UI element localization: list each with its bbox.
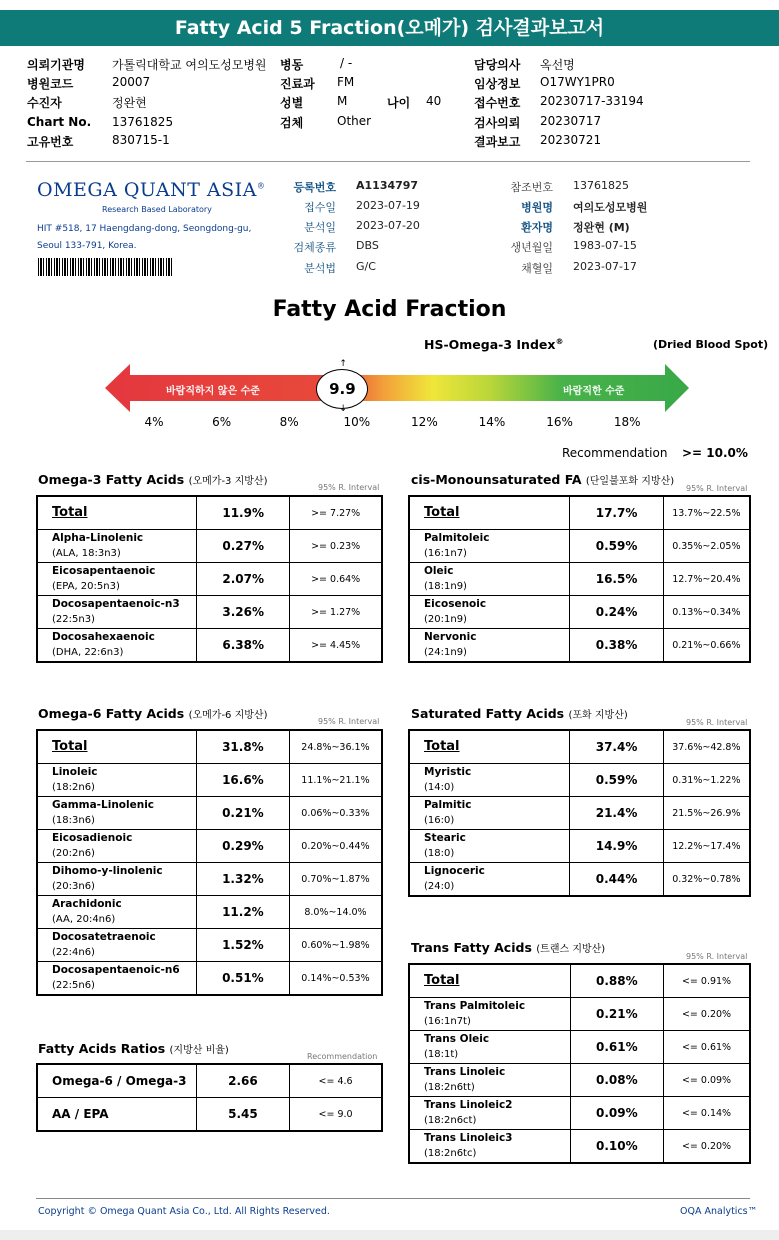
reference-range: 37.6%~42.8% [663,730,750,764]
header-key: 의뢰기관명 [27,58,85,72]
table-row [409,1064,750,1097]
acid-notation: (22:5n6) [52,980,95,991]
acid-name-cell [409,629,570,663]
result-value: 16.6% [196,764,289,797]
acid-name-cell [409,596,570,629]
ri-label: 95% R. Interval [686,952,748,961]
header-value: Other [337,114,372,128]
marker-up-arrow-icon: ↑ [339,359,347,369]
table-row [409,730,750,764]
acid-name: Trans Oleic [424,1033,490,1045]
acid-notation: (20:1n9) [424,614,467,625]
acid-notation: (18:0) [424,848,455,859]
header-divider [26,161,750,162]
reference-range: 0.13%~0.34% [663,596,750,629]
acid-name-cell [409,863,570,897]
header-key: 검체 [280,116,304,130]
acid-name-cell: AA / EPA [37,1098,196,1132]
age-key: 나이 [387,96,411,110]
lab-logo-text: OMEGA QUANT ASIA [37,179,257,201]
acid-name-cell: Total [37,496,197,530]
gauge-tick-label: 4% [144,415,164,429]
acid-name: Arachidonic [52,898,122,910]
section-title-ko: (단일불포화 지방산) [585,476,675,487]
acid-name-cell [37,563,197,596]
info-value: 여의도성모병원 [573,201,648,214]
header-key: 임상정보 [474,77,521,91]
reference-range: 12.7%~20.4% [663,563,750,596]
info-value: 2023-07-19 [356,199,420,212]
reference-range: 0.14%~0.53% [289,962,382,996]
acid-notation: (20:3n6) [52,881,95,892]
table-row [37,730,382,764]
gauge-tick-label: 14% [478,415,506,429]
info-value: 1983-07-15 [573,239,637,252]
acid-name-cell [409,1130,570,1164]
info-key: 분석일 [304,221,336,234]
acid-name: Dihomo-y-linolenic [52,865,163,877]
gauge-tick-label: 16% [546,415,573,429]
result-value: 37.4% [570,730,663,764]
header-value: / - [340,56,353,70]
header-key: 검사의뢰 [474,116,521,130]
reference-range: 0.31%~1.22% [663,764,750,797]
acid-name: Nervonic [424,631,477,643]
info-value: 정완현 (M) [573,221,630,234]
result-value: 0.59% [570,764,663,797]
result-value: 0.38% [570,629,663,663]
recommendation-label: Recommendation [562,446,668,460]
table-row [37,962,382,996]
reference-range: 0.20%~0.44% [289,830,382,863]
mono-section-title [411,472,674,487]
header-value: 20230717 [540,114,602,128]
acid-name-cell [37,929,196,962]
result-value: 0.51% [196,962,289,996]
omega3-table [36,495,383,663]
acid-notation: (18:2n6) [52,782,95,793]
acid-name-cell [37,596,197,629]
result-value: 0.44% [570,863,663,897]
table-row [409,1130,750,1164]
header-key: 수진자 [27,96,62,110]
acid-name-cell [409,1097,570,1130]
reference-range: 13.7%~22.5% [663,496,750,530]
table-row [37,896,382,929]
acid-notation: (18:3n6) [52,815,95,826]
acid-name: Eicosenoic [424,598,487,610]
acid-name: Palmitic [424,799,472,811]
acid-name-cell [409,998,570,1031]
reference-range: 0.70%~1.87% [289,863,382,896]
barcode [38,258,172,276]
header-value: FM [337,75,355,89]
header-key: 접수번호 [474,96,521,110]
header-value: 20230721 [540,133,602,147]
gauge-tick-label: 12% [411,415,438,429]
acid-name-cell: Total [409,730,570,764]
acid-notation: (16:1n7t) [424,1016,471,1027]
lab-address-line: HIT #518, 17 Haengdang-dong, Seongdong-gu, [37,224,252,234]
reference-range: <= 9.0 [290,1098,382,1132]
ri-label: 95% R. Interval [686,718,748,727]
acid-name: Docosatetraenoic [52,931,156,943]
reference-range: <= 0.14% [664,1097,750,1130]
table-row [409,964,750,998]
result-value: 16.5% [570,563,663,596]
acid-name: Oleic [424,565,454,577]
header-value: 옥선명 [540,58,575,72]
result-value: 2.07% [197,563,290,596]
table-row [409,629,750,663]
table-row [37,496,382,530]
trans-section-title [411,940,605,955]
ratios-section-title [38,1041,229,1056]
reference-range: 24.8%~36.1% [289,730,382,764]
info-key: 접수일 [304,201,336,214]
acid-name: Myristic [424,766,472,778]
footer-divider [36,1198,750,1199]
acid-name-cell: Total [409,964,570,998]
section-title-text: Fatty Acids Ratios [38,1041,166,1056]
header-key: 결과보고 [474,135,521,149]
info-key: 채혈일 [521,262,553,275]
report-title: Fatty Acid 5 Fraction(오메가) 검사결과보고서 [0,10,779,46]
result-value: 0.59% [570,530,663,563]
acid-notation: (ALA, 18:3n3) [52,548,121,559]
acid-name-cell [409,764,570,797]
gauge-tick-label: 10% [343,415,371,429]
reference-range: <= 4.6 [290,1064,382,1098]
acid-notation: (16:1n7) [424,548,467,559]
table-row [409,797,750,830]
acid-name: Alpha-Linolenic [52,532,144,544]
result-value: 6.38% [197,629,290,663]
reference-range: <= 0.91% [664,964,750,998]
result-value: 0.24% [570,596,663,629]
trans-table [408,963,751,1164]
footer-brand: OQA Analytics™ [680,1206,758,1217]
reference-range: 0.21%~0.66% [663,629,750,663]
result-value: 21.4% [570,797,663,830]
ri-label: 95% R. Interval [686,484,748,493]
mono-table [408,495,751,663]
acid-name-cell [409,1031,570,1064]
table-row [409,1031,750,1064]
table-row [37,797,382,830]
acid-notation: (18:1t) [424,1049,459,1060]
index-value: 9.9 [329,380,356,398]
omega6-table [36,729,383,996]
result-value: 2.66 [196,1064,289,1098]
table-row [37,596,382,629]
info-key: 환자명 [521,221,553,234]
section-title-ko: (지방산 비율) [169,1045,229,1056]
header-key: 담당의사 [474,58,521,72]
result-value: 3.26% [197,596,290,629]
copyright: Copyright © Omega Quant Asia Co., Ltd. All Rights Reserved. [38,1206,330,1217]
info-value: 2023-07-20 [356,219,420,232]
info-value: A1134797 [356,179,419,192]
sample-type: (Dried Blood Spot) [653,338,769,351]
acid-name: Eicosapentaenoic [52,565,156,577]
header-key: Chart No. [27,115,92,129]
info-key: 검체종류 [293,241,336,254]
section-title-ko: (포화 지방산) [568,710,628,721]
acid-notation: (24:0) [424,881,455,892]
acid-notation: (20:2n6) [52,848,95,859]
result-value: 1.52% [196,929,289,962]
result-value: 14.9% [570,830,663,863]
acid-name: Docosapentaenoic-n6 [52,964,180,976]
acid-name-cell [37,962,196,996]
acid-notation: (22:5n3) [52,614,95,625]
reference-range: 0.60%~1.98% [289,929,382,962]
result-value: 0.61% [570,1031,663,1064]
omega6-section-title [38,706,267,721]
gauge-tick-label: 6% [212,415,232,429]
result-value: 0.09% [570,1097,663,1130]
header-value: O17WY1PR0 [540,75,615,89]
info-value: 2023-07-17 [573,260,637,273]
table-row [37,1098,382,1132]
recommendation-value: >= 10.0% [682,446,748,460]
result-value: 1.32% [196,863,289,896]
info-key: 등록번호 [293,181,336,194]
result-value: 31.8% [196,730,289,764]
header-key: 병동 [280,58,304,72]
reference-range: 0.32%~0.78% [663,863,750,897]
result-value: 0.08% [570,1064,663,1097]
acid-notation: (AA, 20:4n6) [52,914,116,925]
result-value: 11.2% [196,896,289,929]
ri-label: 95% R. Interval [318,483,380,492]
acid-notation: (14:0) [424,782,455,793]
gauge-tick-label: 18% [613,415,641,429]
header-value: 가톨릭대학교 여의도성모병원 [112,58,267,72]
result-value: 17.7% [570,496,663,530]
acid-name: Eicosadienoic [52,832,133,844]
acid-notation: (18:2n6tc) [424,1148,477,1159]
acid-name: Trans Linoleic [424,1066,506,1078]
gauge-bad-label: 바람직하지 않은 수준 [166,386,260,397]
reference-range: <= 0.61% [664,1031,750,1064]
section-title-ko: (오메가-6 지방산) [188,710,268,721]
header-key: 진료과 [280,77,315,91]
lab-address-line: Seoul 133-791, Korea. [37,241,137,251]
table-row [409,496,750,530]
header-key: 고유번호 [27,135,74,149]
info-key: 분석법 [304,262,336,275]
table-row [37,929,382,962]
reference-range: 11.1%~21.1% [289,764,382,797]
age-value: 40 [426,94,442,108]
header-value: M [337,94,348,108]
section-title-text: Omega-3 Fatty Acids [38,472,185,487]
header-value: 830715-1 [112,133,170,147]
result-value: 0.27% [197,530,290,563]
acid-name-cell [409,530,570,563]
ri-label: 95% R. Interval [318,717,380,726]
reference-range: >= 7.27% [290,496,382,530]
acid-notation: (18:2n6ct) [424,1115,477,1126]
reference-range: <= 0.20% [664,998,750,1031]
gauge-tick-label: 8% [279,415,299,429]
acid-notation: (DHA, 22:6n3) [52,647,124,658]
sat-section-title [411,706,628,721]
acid-name-cell [409,1064,570,1097]
section-title-text: cis-Monounsaturated FA [411,472,582,487]
reference-range: >= 0.23% [290,530,382,563]
result-value: 0.10% [570,1130,663,1164]
omega3-section-title [38,472,267,487]
table-row [37,830,382,863]
table-row [409,596,750,629]
result-value: 0.88% [570,964,663,998]
gauge-good-label: 바람직한 수준 [563,386,625,397]
acid-name: Trans Linoleic2 [424,1099,513,1111]
acid-name-cell [37,863,196,896]
table-row [37,563,382,596]
section-title-text: Trans Fatty Acids [411,940,532,955]
marker-down-arrow-icon: ↓ [339,404,347,414]
acid-name: Gamma-Linolenic [52,799,155,811]
acid-name: Linoleic [52,766,98,778]
acid-name-cell [37,629,197,663]
header-value: 20230717-33194 [540,94,644,108]
reference-range: <= 0.09% [664,1064,750,1097]
page-bottom-band [0,1230,779,1240]
table-row [409,998,750,1031]
acid-name: Docosahexaenoic [52,631,155,643]
reference-range: 8.0%~14.0% [289,896,382,929]
reference-range: >= 1.27% [290,596,382,629]
result-value: 11.9% [197,496,290,530]
acid-notation: (22:4n6) [52,947,95,958]
reference-range: >= 4.45% [290,629,382,663]
acid-notation: (16:0) [424,815,455,826]
result-value: 0.21% [570,998,663,1031]
acid-name-cell [37,764,196,797]
header-value: 13761825 [112,115,174,129]
table-row [409,1097,750,1130]
ratios-table [36,1063,383,1132]
result-value: 0.21% [196,797,289,830]
section-title-ko: (트랜스 지방산) [536,944,606,955]
table-row [409,830,750,863]
table-row [409,764,750,797]
table-row [37,863,382,896]
acid-name-cell [37,896,196,929]
reference-range: 21.5%~26.9% [663,797,750,830]
table-row [409,530,750,563]
table-row [409,863,750,897]
table-row [37,764,382,797]
info-key: 병원명 [521,201,553,214]
acid-name: Trans Linoleic3 [424,1132,513,1144]
acid-notation: (24:1n9) [424,647,467,658]
header-key: 병원코드 [27,77,74,91]
recommendation-small-label: Recommendation [307,1052,378,1061]
acid-notation: (18:2n6tt) [424,1082,475,1093]
result-value: 0.29% [196,830,289,863]
acid-name-cell: Omega-6 / Omega-3 [37,1064,196,1098]
acid-name-cell: Total [409,496,570,530]
info-key: 생년월일 [510,241,553,254]
table-row [37,1064,382,1098]
info-value: G/C [356,260,376,273]
lab-address [37,221,251,255]
acid-name: Trans Palmitoleic [424,1000,526,1012]
acid-name: Lignoceric [424,865,485,877]
section-title-text: Omega-6 Fatty Acids [38,706,185,721]
table-row [409,563,750,596]
acid-name: Stearic [424,832,466,844]
info-key: 참조번호 [510,181,553,194]
reference-range: <= 0.20% [664,1130,750,1164]
section-title-text: Saturated Fatty Acids [411,706,565,721]
info-value: 13761825 [573,179,629,192]
acid-name-cell [409,830,570,863]
registered-mark: ® [256,181,266,191]
acid-name-cell [409,797,570,830]
info-value: DBS [356,239,379,252]
header-value: 정완현 [112,96,147,110]
lab-tagline: Research Based Laboratory [102,205,212,214]
acid-notation: (18:1n9) [424,581,467,592]
hs-omega3-label [424,337,563,352]
header-key: 성별 [280,96,304,110]
header-value: 20007 [112,75,151,89]
hs-omega3-text: HS-Omega-3 Index [424,337,556,353]
acid-name: Palmitoleic [424,532,490,544]
reference-range: 0.06%~0.33% [289,797,382,830]
fraction-title: Fatty Acid Fraction [272,297,507,322]
acid-name: Docosapentaenoic-n3 [52,598,180,610]
table-row [37,530,382,563]
acid-name-cell [37,830,196,863]
acid-name-cell [409,563,570,596]
lab-logo [37,179,265,201]
reference-range: 0.35%~2.05% [663,530,750,563]
table-row [37,629,382,663]
reference-range: 12.2%~17.4% [663,830,750,863]
reference-range: >= 0.64% [290,563,382,596]
acid-notation: (EPA, 20:5n3) [52,581,120,592]
acid-name-cell [37,530,197,563]
registered-mark: ® [555,337,564,346]
sat-table [408,729,751,897]
acid-name-cell [37,797,196,830]
result-value: 5.45 [196,1098,289,1132]
section-title-ko: (오메가-3 지방산) [188,476,268,487]
acid-name-cell: Total [37,730,196,764]
